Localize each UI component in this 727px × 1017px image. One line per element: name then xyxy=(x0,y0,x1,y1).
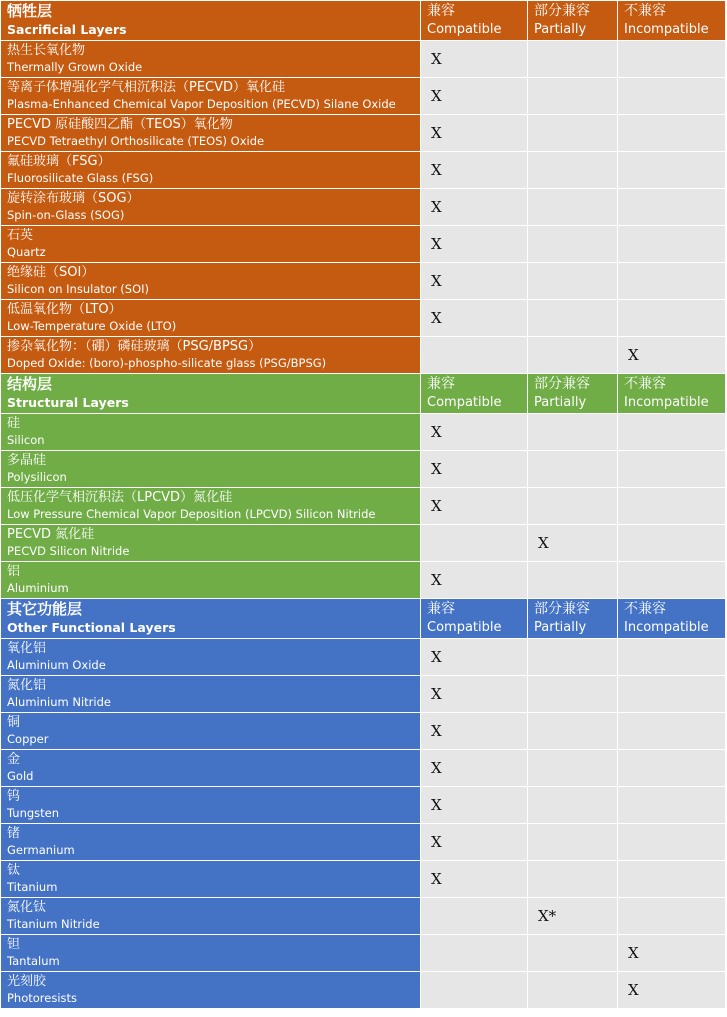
incompatible-mark xyxy=(618,78,726,115)
section-title-zh: 结构层 xyxy=(7,375,53,393)
incompatible-header-en: Incompatible xyxy=(624,22,709,37)
material-row xyxy=(1,451,726,488)
material-row xyxy=(1,898,726,935)
partially-mark xyxy=(528,824,618,861)
material-row xyxy=(1,787,726,824)
material-name-zh: 钛 xyxy=(7,863,21,878)
incompatible-mark xyxy=(618,713,726,750)
material-name-en: Tungsten xyxy=(7,806,60,820)
material-name-zh: 氧化铝 xyxy=(7,641,47,656)
compatible-mark: X xyxy=(421,676,528,713)
material-name-en: Titanium xyxy=(7,880,58,894)
material-name-cell xyxy=(1,78,421,115)
material-name-cell xyxy=(1,115,421,152)
material-name-cell xyxy=(1,898,421,935)
incompatible-mark xyxy=(618,676,726,713)
material-row xyxy=(1,935,726,972)
material-name-cell xyxy=(1,300,421,337)
incompatible-mark xyxy=(618,639,726,676)
section-title-zh: 其它功能层 xyxy=(7,600,83,618)
incompatible-mark xyxy=(618,525,726,562)
incompatible-header-zh: 不兼容 xyxy=(624,3,666,19)
material-row xyxy=(1,972,726,1009)
incompatible-mark xyxy=(618,562,726,599)
partially-mark xyxy=(528,337,618,374)
partially-mark xyxy=(528,152,618,189)
partially-mark xyxy=(528,488,618,525)
material-name-en: PECVD Tetraethyl Orthosilicate (TEOS) Oxide xyxy=(7,134,265,148)
section-title-zh: 牺牲层 xyxy=(7,2,53,20)
material-row xyxy=(1,337,726,374)
material-name-zh: 钨 xyxy=(7,789,21,804)
material-name-cell xyxy=(1,152,421,189)
material-name-zh: 多晶硅 xyxy=(7,453,47,468)
material-name-zh: 硅 xyxy=(7,416,21,431)
material-name-cell xyxy=(1,562,421,599)
material-name-en: Aluminium xyxy=(7,581,69,595)
compatible-mark: X xyxy=(421,78,528,115)
material-name-cell xyxy=(1,787,421,824)
incompatible-mark xyxy=(618,824,726,861)
compatible-mark: X xyxy=(421,787,528,824)
incompatible-mark xyxy=(618,115,726,152)
section-header-structural xyxy=(1,374,726,414)
partially-header-zh: 部分兼容 xyxy=(534,3,590,19)
incompatible-mark xyxy=(618,300,726,337)
material-row xyxy=(1,263,726,300)
partially-mark xyxy=(528,41,618,78)
material-name-cell xyxy=(1,41,421,78)
partially-mark xyxy=(528,861,618,898)
material-row xyxy=(1,750,726,787)
material-name-en: Germanium xyxy=(7,843,75,857)
material-name-cell xyxy=(1,337,421,374)
material-name-cell xyxy=(1,676,421,713)
material-name-en: Doped Oxide: (boro)-phospho-silicate glass (PSG/BPSG) xyxy=(7,356,327,370)
material-name-zh: 旋转涂布玻璃（SOG） xyxy=(7,191,140,206)
material-row xyxy=(1,226,726,263)
material-row xyxy=(1,676,726,713)
incompatible-mark xyxy=(618,226,726,263)
partially-mark xyxy=(528,300,618,337)
compatible-mark xyxy=(421,337,528,374)
material-name-zh: 钽 xyxy=(7,937,21,952)
partially-mark xyxy=(528,562,618,599)
partially-mark xyxy=(528,713,618,750)
compatible-mark: X xyxy=(421,189,528,226)
material-name-cell xyxy=(1,824,421,861)
partially-mark xyxy=(528,935,618,972)
incompatible-header-en: Incompatible xyxy=(624,395,709,410)
incompatible-mark xyxy=(618,263,726,300)
material-row xyxy=(1,525,726,562)
incompatible-mark xyxy=(618,41,726,78)
compatible-header xyxy=(421,374,528,414)
material-name-zh: 氟硅玻璃（FSG） xyxy=(7,154,111,169)
compatible-header xyxy=(421,599,528,639)
incompatible-mark xyxy=(618,451,726,488)
material-name-zh: PECVD 氮化硅 xyxy=(7,527,95,542)
section-header-sacrificial xyxy=(1,1,726,41)
compatible-header-en: Compatible xyxy=(427,395,502,410)
compatible-mark: X xyxy=(421,824,528,861)
material-name-cell xyxy=(1,189,421,226)
incompatible-mark xyxy=(618,488,726,525)
material-row xyxy=(1,41,726,78)
compatible-mark: X xyxy=(421,451,528,488)
section-title-en: Sacrificial Layers xyxy=(7,22,127,37)
material-name-en: Aluminium Nitride xyxy=(7,695,111,709)
partially-mark xyxy=(528,750,618,787)
material-name-zh: 锗 xyxy=(7,826,21,841)
incompatible-mark: X xyxy=(618,337,726,374)
material-name-en: Thermally Grown Oxide xyxy=(7,60,143,74)
partially-mark xyxy=(528,226,618,263)
partially-mark xyxy=(528,189,618,226)
material-row xyxy=(1,152,726,189)
partially-header xyxy=(528,1,618,41)
incompatible-header-en: Incompatible xyxy=(624,620,709,635)
compatible-mark: X xyxy=(421,226,528,263)
material-name-en: Fluorosilicate Glass (FSG) xyxy=(7,171,154,185)
material-name-zh: PECVD 原硅酸四乙酯（TEOS）氧化物 xyxy=(7,117,233,132)
partially-mark xyxy=(528,787,618,824)
compatible-mark: X xyxy=(421,115,528,152)
material-name-zh: 石英 xyxy=(7,228,34,243)
partially-mark xyxy=(528,972,618,1009)
material-row xyxy=(1,824,726,861)
material-name-en: PECVD Silicon Nitride xyxy=(7,544,130,558)
material-name-en: Low-Temperature Oxide (LTO) xyxy=(7,319,177,333)
compatible-header-en: Compatible xyxy=(427,620,502,635)
material-name-zh: 铝 xyxy=(7,564,21,579)
compatible-mark: X xyxy=(421,713,528,750)
material-row xyxy=(1,414,726,451)
compatible-header-en: Compatible xyxy=(427,22,502,37)
partially-header-en: Partially xyxy=(534,620,587,635)
material-name-cell xyxy=(1,972,421,1009)
material-name-zh: 铜 xyxy=(7,715,21,730)
partially-header-zh: 部分兼容 xyxy=(534,376,590,392)
compatible-header-zh: 兼容 xyxy=(427,3,455,19)
material-name-zh: 光刻胶 xyxy=(7,974,47,989)
compatible-mark: X xyxy=(421,750,528,787)
material-name-en: Quartz xyxy=(7,245,46,259)
incompatible-mark xyxy=(618,898,726,935)
material-name-cell xyxy=(1,488,421,525)
incompatible-header-zh: 不兼容 xyxy=(624,376,666,392)
section-title-cell xyxy=(1,599,421,639)
material-name-zh: 掺杂氧化物：（硼）磷硅玻璃（PSG/BPSG） xyxy=(7,339,262,354)
incompatible-mark: X xyxy=(618,972,726,1009)
section-header-other xyxy=(1,599,726,639)
partially-mark xyxy=(528,263,618,300)
material-name-en: Silicon on Insulator (SOI) xyxy=(7,282,150,296)
compatible-mark: X xyxy=(421,152,528,189)
incompatible-header xyxy=(618,1,726,41)
compatible-mark xyxy=(421,898,528,935)
material-row xyxy=(1,115,726,152)
incompatible-mark xyxy=(618,787,726,824)
partially-header xyxy=(528,374,618,414)
section-title-cell xyxy=(1,374,421,414)
partially-mark xyxy=(528,639,618,676)
material-name-en: Titanium Nitride xyxy=(7,917,100,931)
incompatible-mark xyxy=(618,152,726,189)
material-name-zh: 氮化钛 xyxy=(7,900,47,915)
compatible-header xyxy=(421,1,528,41)
material-name-zh: 等离子体增强化学气相沉积法（PECVD）氧化硅 xyxy=(7,80,286,95)
material-row xyxy=(1,861,726,898)
material-name-en: Aluminium Oxide xyxy=(7,658,106,672)
material-name-en: Copper xyxy=(7,732,49,746)
partially-mark xyxy=(528,451,618,488)
compatible-mark: X xyxy=(421,488,528,525)
compatible-mark xyxy=(421,972,528,1009)
material-name-cell xyxy=(1,639,421,676)
compatible-mark: X xyxy=(421,263,528,300)
material-name-cell xyxy=(1,525,421,562)
partially-mark: X xyxy=(528,525,618,562)
compatible-mark: X xyxy=(421,300,528,337)
material-name-zh: 氮化铝 xyxy=(7,678,47,693)
incompatible-mark xyxy=(618,189,726,226)
material-name-cell xyxy=(1,935,421,972)
material-name-cell xyxy=(1,414,421,451)
compatible-mark xyxy=(421,935,528,972)
partially-mark xyxy=(528,78,618,115)
partially-mark xyxy=(528,115,618,152)
incompatible-header xyxy=(618,374,726,414)
material-name-en: Spin-on-Glass (SOG) xyxy=(7,208,125,222)
material-name-zh: 绝缘硅（SOI） xyxy=(7,265,95,280)
compatible-mark: X xyxy=(421,414,528,451)
material-name-zh: 低压化学气相沉积法（LPCVD）氮化硅 xyxy=(7,490,233,505)
compatible-header-zh: 兼容 xyxy=(427,601,455,617)
partially-header-en: Partially xyxy=(534,22,587,37)
section-title-en: Other Functional Layers xyxy=(7,620,176,635)
partially-mark xyxy=(528,414,618,451)
incompatible-header-zh: 不兼容 xyxy=(624,601,666,617)
incompatible-mark: X xyxy=(618,935,726,972)
material-name-en: Polysilicon xyxy=(7,470,67,484)
material-row xyxy=(1,713,726,750)
material-name-zh: 热生长氧化物 xyxy=(7,43,86,58)
material-row xyxy=(1,300,726,337)
material-name-cell xyxy=(1,263,421,300)
material-row xyxy=(1,189,726,226)
material-name-zh: 低温氧化物（LTO） xyxy=(7,302,122,317)
material-row xyxy=(1,639,726,676)
partially-header-zh: 部分兼容 xyxy=(534,601,590,617)
material-name-en: Tantalum xyxy=(7,954,60,968)
material-name-cell xyxy=(1,713,421,750)
material-name-cell xyxy=(1,226,421,263)
table-body xyxy=(1,1,726,1009)
material-name-cell xyxy=(1,451,421,488)
compatible-mark: X xyxy=(421,562,528,599)
incompatible-mark xyxy=(618,750,726,787)
material-name-en: Plasma-Enhanced Chemical Vapor Deposition (PECVD) Silane Oxide xyxy=(7,97,396,111)
material-row xyxy=(1,78,726,115)
material-name-en: Gold xyxy=(7,769,34,783)
incompatible-mark xyxy=(618,861,726,898)
partially-header xyxy=(528,599,618,639)
compatible-mark: X xyxy=(421,41,528,78)
material-name-en: Silicon xyxy=(7,433,45,447)
section-title-en: Structural Layers xyxy=(7,395,129,410)
compatible-mark: X xyxy=(421,639,528,676)
material-name-cell xyxy=(1,861,421,898)
compatible-header-zh: 兼容 xyxy=(427,376,455,392)
material-row xyxy=(1,562,726,599)
section-title-cell xyxy=(1,1,421,41)
material-row xyxy=(1,488,726,525)
partially-header-en: Partially xyxy=(534,395,587,410)
material-name-en: Low Pressure Chemical Vapor Deposition (LPCVD) Silicon Nitride xyxy=(7,507,376,521)
compatible-mark: X xyxy=(421,861,528,898)
compatible-mark xyxy=(421,525,528,562)
material-name-en: Photoresists xyxy=(7,991,78,1005)
partially-mark xyxy=(528,676,618,713)
material-name-zh: 金 xyxy=(7,752,21,767)
material-name-cell xyxy=(1,750,421,787)
incompatible-mark xyxy=(618,414,726,451)
partially-mark: X* xyxy=(528,898,618,935)
incompatible-header xyxy=(618,599,726,639)
